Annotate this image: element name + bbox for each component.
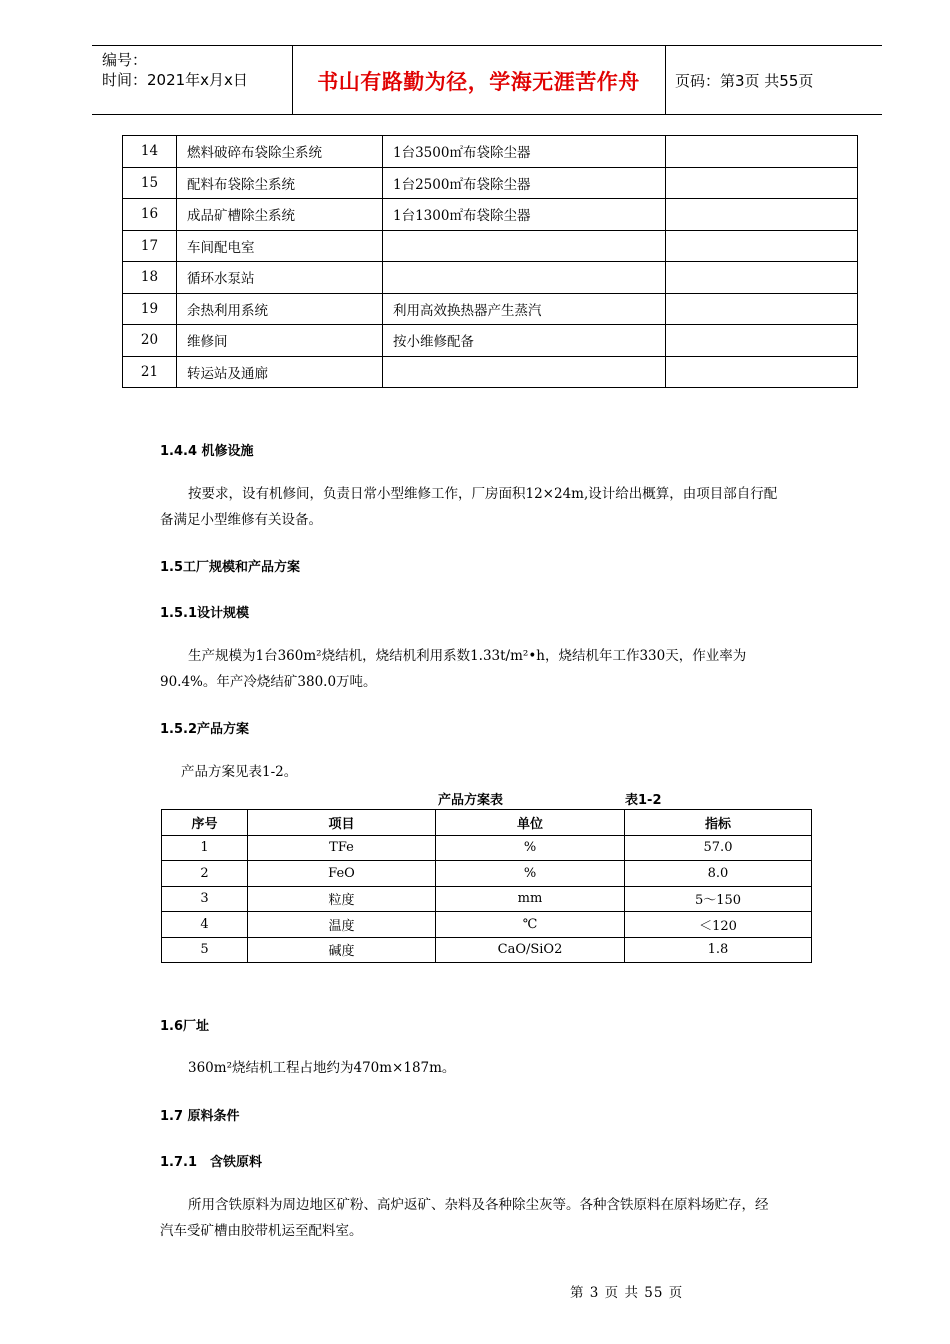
row-number: 17 xyxy=(123,230,177,262)
facility-desc xyxy=(383,230,666,262)
header-divider xyxy=(665,46,666,114)
facility-name: 车间配电室 xyxy=(177,230,383,262)
paragraph-line: 生产规模为1台360m²烧结机，烧结机利用系数1.33t/m²•h，烧结机年工作330天，作业率为 xyxy=(188,648,747,664)
page-header xyxy=(92,45,882,115)
facility-note xyxy=(666,262,858,294)
table-cell: TFe xyxy=(248,835,436,861)
table-cell: 1.8 xyxy=(625,937,812,963)
header-page-number: 页码：第3页 共55页 xyxy=(675,72,814,90)
section-heading: 1.4.4 机修设施 xyxy=(160,444,254,459)
column-header: 指标 xyxy=(625,810,812,836)
facility-name: 燃料破碎布袋除尘系统 xyxy=(177,136,383,168)
facility-name: 转运站及通廊 xyxy=(177,356,383,388)
table-cell: 1 xyxy=(162,835,248,861)
table-cell: CaO/SiO2 xyxy=(436,937,625,963)
paragraph-line: 所用含铁原料为周边地区矿粉、高炉返矿、杂料及各种除尘灰等。各种含铁原料在原料场贮存，经 xyxy=(188,1197,769,1213)
paragraph-line: 90.4%。年产冷烧结矿380.0万吨。 xyxy=(160,674,377,690)
facility-name: 维修间 xyxy=(177,325,383,357)
facility-desc: 1台2500㎡布袋除尘器 xyxy=(383,167,666,199)
table-row xyxy=(123,199,858,231)
facility-note xyxy=(666,356,858,388)
facility-desc xyxy=(383,356,666,388)
table-row xyxy=(123,136,858,168)
row-number: 19 xyxy=(123,293,177,325)
section-heading: 1.5.2产品方案 xyxy=(160,722,250,737)
table-row xyxy=(123,356,858,388)
facility-note xyxy=(666,199,858,231)
facility-name: 配料布袋除尘系统 xyxy=(177,167,383,199)
table-row xyxy=(162,912,812,938)
facility-desc: 按小维修配备 xyxy=(383,325,666,357)
table-row xyxy=(123,167,858,199)
row-number: 18 xyxy=(123,262,177,294)
facility-name: 余热利用系统 xyxy=(177,293,383,325)
facility-desc xyxy=(383,262,666,294)
section-heading: 1.7 原料条件 xyxy=(160,1109,240,1124)
section-heading: 1.5工厂规模和产品方案 xyxy=(160,560,301,575)
facility-desc: 1台3500㎡布袋除尘器 xyxy=(383,136,666,168)
facility-note xyxy=(666,325,858,357)
document-time-label: 时间：2021年x月x日 xyxy=(102,71,248,89)
section-heading: 1.5.1设计规模 xyxy=(160,606,250,621)
table-cell: 粒度 xyxy=(248,886,436,912)
paragraph-line: 按要求，设有机修间，负责日常小型维修工作，厂房面积12×24m,设计给出概算，由项目部自行配 xyxy=(188,486,778,502)
section-heading: 1.7.1 含铁原料 xyxy=(160,1155,263,1170)
table-cell: 8.0 xyxy=(625,861,812,887)
facility-name: 成品矿槽除尘系统 xyxy=(177,199,383,231)
table-row xyxy=(123,230,858,262)
table-row xyxy=(162,861,812,887)
facility-note xyxy=(666,293,858,325)
paragraph-line: 360m²烧结机工程占地约为470m×187m。 xyxy=(188,1060,456,1076)
paragraph-line: 产品方案见表1-2。 xyxy=(181,764,298,780)
table-cell: 5 xyxy=(162,937,248,963)
table-caption: 产品方案表 xyxy=(438,793,504,808)
column-header: 单位 xyxy=(436,810,625,836)
paragraph-line: 备满足小型维修有关设备。 xyxy=(160,512,322,528)
table-cell: 温度 xyxy=(248,912,436,938)
table-cell: mm xyxy=(436,886,625,912)
table-row xyxy=(162,835,812,861)
product-spec-table xyxy=(161,809,812,963)
header-meta xyxy=(102,50,292,90)
table-cell: % xyxy=(436,861,625,887)
table-cell: FeO xyxy=(248,861,436,887)
table-row xyxy=(162,937,812,963)
column-header: 项目 xyxy=(248,810,436,836)
table-cell: 碱度 xyxy=(248,937,436,963)
facility-desc: 利用高效换热器产生蒸汽 xyxy=(383,293,666,325)
table-cell: 3 xyxy=(162,886,248,912)
header-motto: 书山有路勤为径，学海无涯苦作舟 xyxy=(317,70,640,94)
table-cell: 57.0 xyxy=(625,835,812,861)
row-number: 21 xyxy=(123,356,177,388)
table-cell: % xyxy=(436,835,625,861)
column-header: 序号 xyxy=(162,810,248,836)
table-cell: ℃ xyxy=(436,912,625,938)
row-number: 14 xyxy=(123,136,177,168)
facility-name: 循环水泵站 xyxy=(177,262,383,294)
row-number: 20 xyxy=(123,325,177,357)
page-footer: 第 3 页 共 55 页 xyxy=(570,1285,684,1301)
row-number: 15 xyxy=(123,167,177,199)
document-number-label: 编号： xyxy=(102,51,148,69)
table-cell: 4 xyxy=(162,912,248,938)
table-cell: 2 xyxy=(162,861,248,887)
table-cell: 5～150 xyxy=(625,886,812,912)
facility-note xyxy=(666,136,858,168)
facility-desc: 1台1300㎡布袋除尘器 xyxy=(383,199,666,231)
table-header-row xyxy=(162,810,812,836)
table-number: 表1-2 xyxy=(625,793,662,808)
paragraph-line: 汽车受矿槽由胶带机运至配料室。 xyxy=(160,1223,363,1239)
row-number: 16 xyxy=(123,199,177,231)
table-row xyxy=(123,262,858,294)
facility-table xyxy=(122,135,858,388)
table-row xyxy=(123,325,858,357)
facility-note xyxy=(666,230,858,262)
table-row xyxy=(162,886,812,912)
facility-note xyxy=(666,167,858,199)
table-cell: ＜120 xyxy=(625,912,812,938)
table-row xyxy=(123,293,858,325)
section-heading: 1.6厂址 xyxy=(160,1019,210,1034)
